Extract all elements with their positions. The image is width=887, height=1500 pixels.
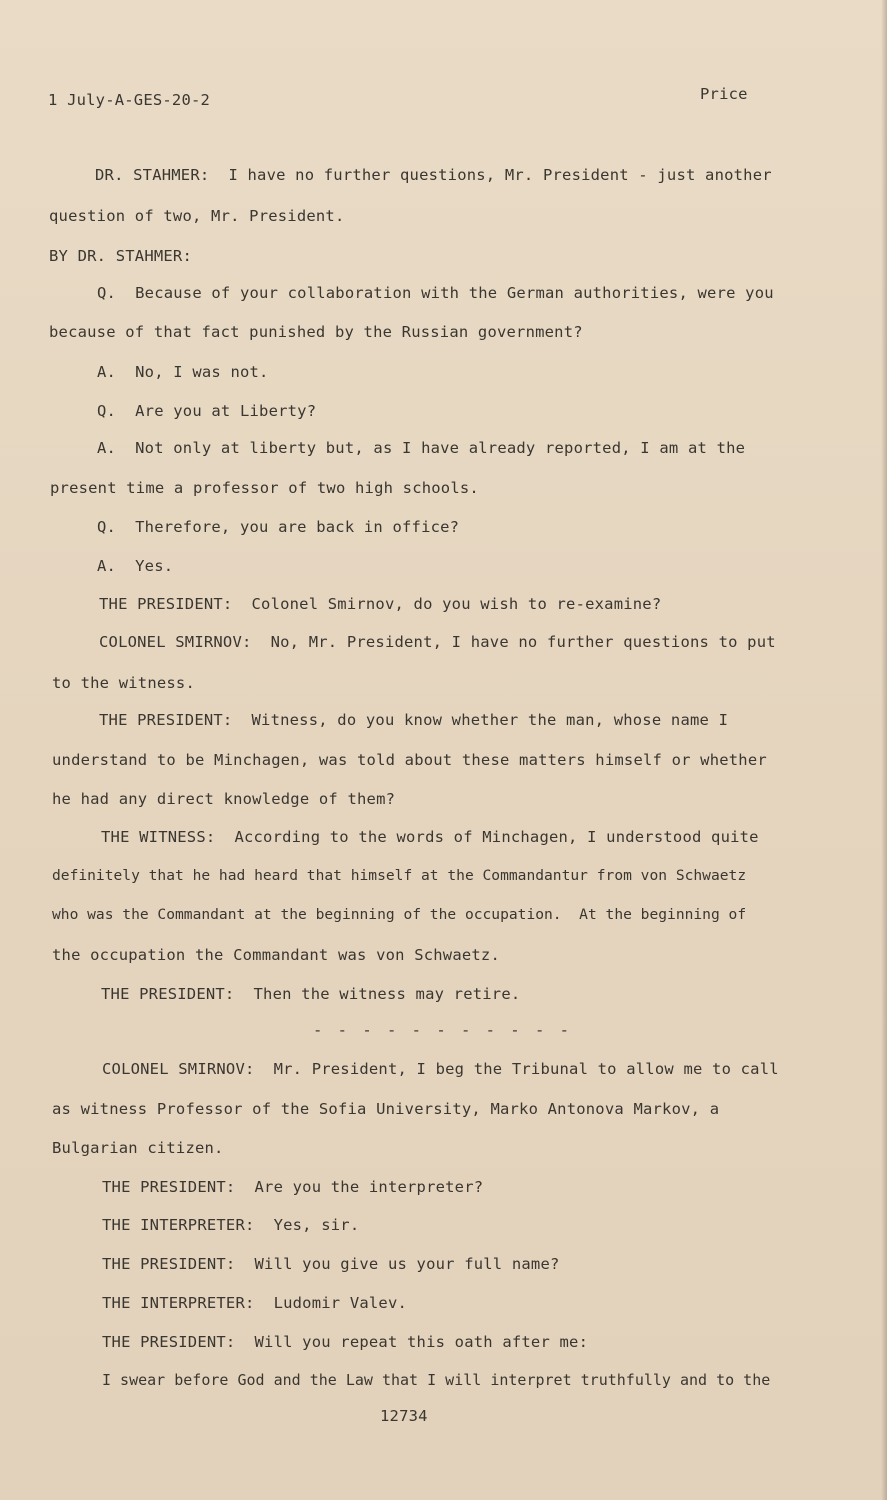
transcript-line: who was the Commandant at the beginning of the occupation. At the beginning of: [52, 906, 747, 923]
transcript-line: Q. Are you at Liberty?: [97, 402, 317, 420]
transcript-line: THE PRESIDENT: Witness, do you know whether the man, whose name I: [99, 711, 729, 729]
transcript-line: THE WITNESS: According to the words of Minchagen, I understood quite: [101, 828, 759, 846]
transcript-line: THE PRESIDENT: Are you the interpreter?: [102, 1178, 484, 1196]
transcript-line: A. Not only at liberty but, as I have already reported, I am at the: [97, 439, 746, 457]
transcript-line: COLONEL SMIRNOV: No, Mr. President, I have no further questions to put: [99, 633, 776, 651]
transcript-line: because of that fact punished by the Russian government?: [49, 323, 583, 341]
transcript-line: Q. Because of your collaboration with the German authorities, were you: [97, 284, 774, 302]
transcript-line: I swear before God and the Law that I will interpret truthfully and to the: [102, 1371, 771, 1389]
transcript-line: THE INTERPRETER: Ludomir Valev.: [102, 1294, 408, 1312]
transcript-line: to the witness.: [52, 674, 195, 692]
transcript-line: present time a professor of two high schools.: [50, 479, 479, 497]
transcript-line: as witness Professor of the Sofia University, Marko Antonova Markov, a: [52, 1100, 720, 1118]
document-reference: 1 July-A-GES-20-2: [48, 91, 211, 109]
transcript-line: Q. Therefore, you are back in office?: [97, 518, 460, 536]
witness-name-header: Price: [700, 85, 748, 103]
page-number: 12734: [380, 1407, 428, 1425]
transcript-line: definitely that he had heard that himself at the Commandantur from von Schwaetz: [52, 867, 747, 884]
transcript-line: COLONEL SMIRNOV: Mr. President, I beg the Tribunal to allow me to call: [102, 1060, 779, 1078]
transcript-line: the occupation the Commandant was von Schwaetz.: [52, 946, 500, 964]
section-divider: - - - - - - - - - - -: [313, 1021, 572, 1039]
transcript-line: DR. STAHMER: I have no further questions, Mr. President - just another: [95, 166, 772, 184]
transcript-line: THE PRESIDENT: Will you repeat this oath after me:: [102, 1333, 589, 1351]
transcript-line: THE PRESIDENT: Will you give us your full name?: [102, 1255, 560, 1273]
transcript-line: THE PRESIDENT: Colonel Smirnov, do you wish to re-examine?: [99, 595, 662, 613]
transcript-line: understand to be Minchagen, was told about these matters himself or whether: [52, 751, 767, 769]
transcript-line: question of two, Mr. President.: [49, 207, 345, 225]
transcript-line: A. No, I was not.: [97, 363, 269, 381]
transcript-line: THE INTERPRETER: Yes, sir.: [102, 1216, 360, 1234]
transcript-line: Bulgarian citizen.: [52, 1139, 224, 1157]
transcript-line: THE PRESIDENT: Then the witness may retire.: [101, 985, 521, 1003]
transcript-line: he had any direct knowledge of them?: [52, 790, 396, 808]
transcript-line: A. Yes.: [97, 557, 174, 575]
transcript-line: BY DR. STAHMER:: [49, 247, 192, 265]
